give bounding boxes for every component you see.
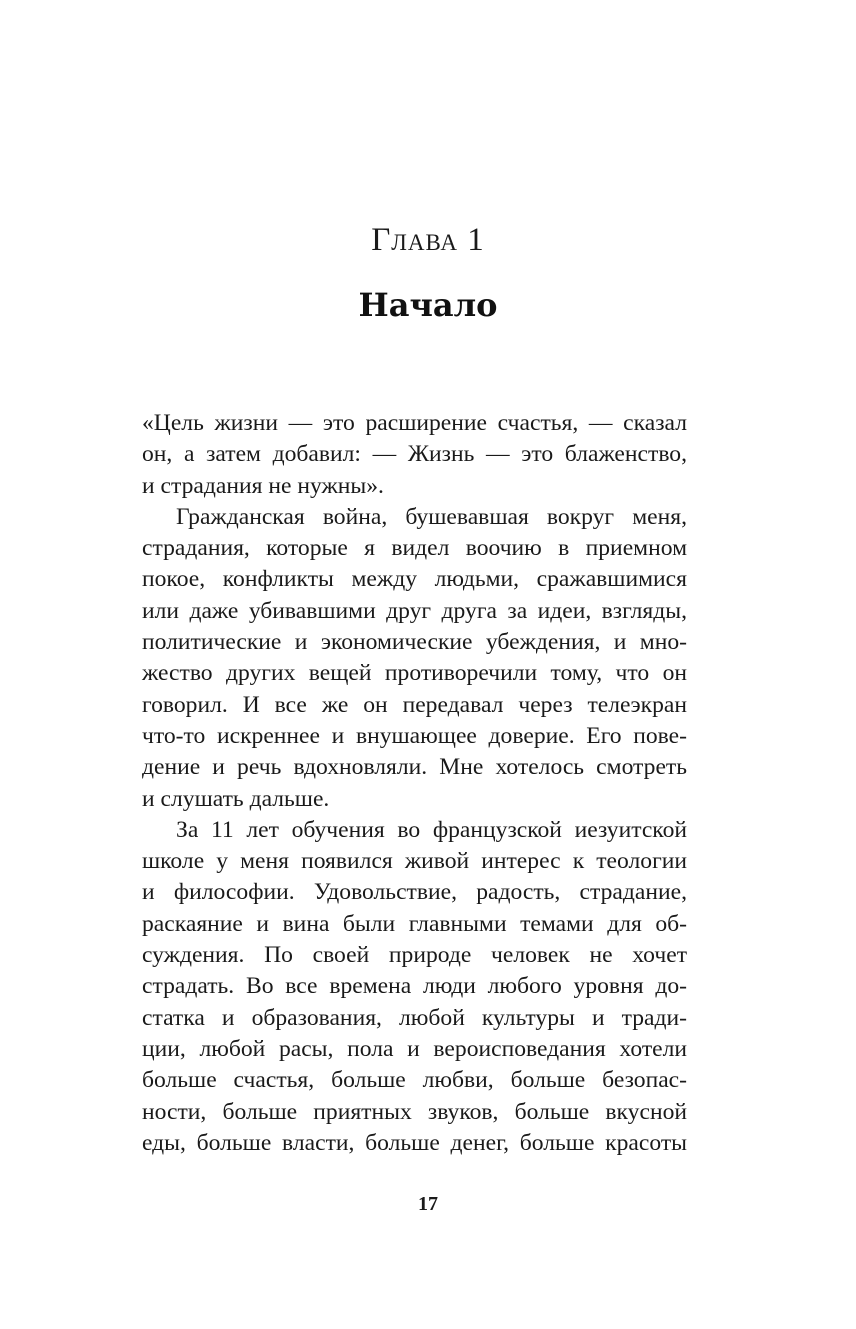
text-line: покое, конфликты между людьми, сражавшимися [142,566,687,593]
text-line: жество других вещей противоречили тому, что он [142,660,687,687]
paragraph-3 [142,815,687,1159]
text-line: страдать. Во все времена люди любого уровня до- [142,973,687,1000]
text-line: ции, любой расы, пола и вероисповедания хотели [142,1035,687,1062]
chapter-title: Начало [358,286,498,324]
text-line: школе у меня появился живой интерес к теологии [142,848,687,875]
text-line: он, а затем добавил: — Жизнь — это блаженство, [142,441,687,468]
text-line: За 11 лет обучения во французской иезуитской [176,816,687,843]
text-line: и страдания не нужны». [142,472,384,499]
paragraph-1 [142,408,687,502]
text-line: статка и образования, любой культуры и тради- [142,1004,687,1031]
text-line: дение и речь вдохновляли. Мне хотелось смотреть [142,754,687,781]
text-line: суждения. По своей природе человек не хочет [142,942,687,969]
text-line: страдания, которые я видел воочию в приемном [142,535,687,562]
text-line: говорил. И все же он передавал через телеэкран [142,691,687,718]
text-line: Гражданская война, бушевавшая вокруг меня, [176,503,687,530]
chapter-label: Глава 1 [371,222,485,258]
text-line: еды, больше власти, больше денег, больше красоты [142,1129,687,1156]
text-line: больше счастья, больше любви, больше безопас- [142,1067,687,1094]
text-line: или даже убивавшими друг друга за идеи, взгляды, [142,597,687,624]
text-line: ности, больше приятных звуков, больше вкусной [142,1098,687,1125]
text-line: что-то искреннее и внушающее доверие. Его пове- [142,722,687,749]
text-line: раскаяние и вина были главными темами для об- [142,910,687,937]
paragraph-2 [142,502,687,815]
text-line: и философии. Удовольствие, радость, страдание, [142,879,687,906]
page-number: 17 [418,1193,438,1215]
body-text [142,408,687,1159]
text-line: и слушать дальше. [142,785,330,812]
text-line: политические и экономические убеждения, и мно- [142,629,687,656]
text-line: «Цель жизни — это расширение счастья, — сказал [142,410,687,436]
